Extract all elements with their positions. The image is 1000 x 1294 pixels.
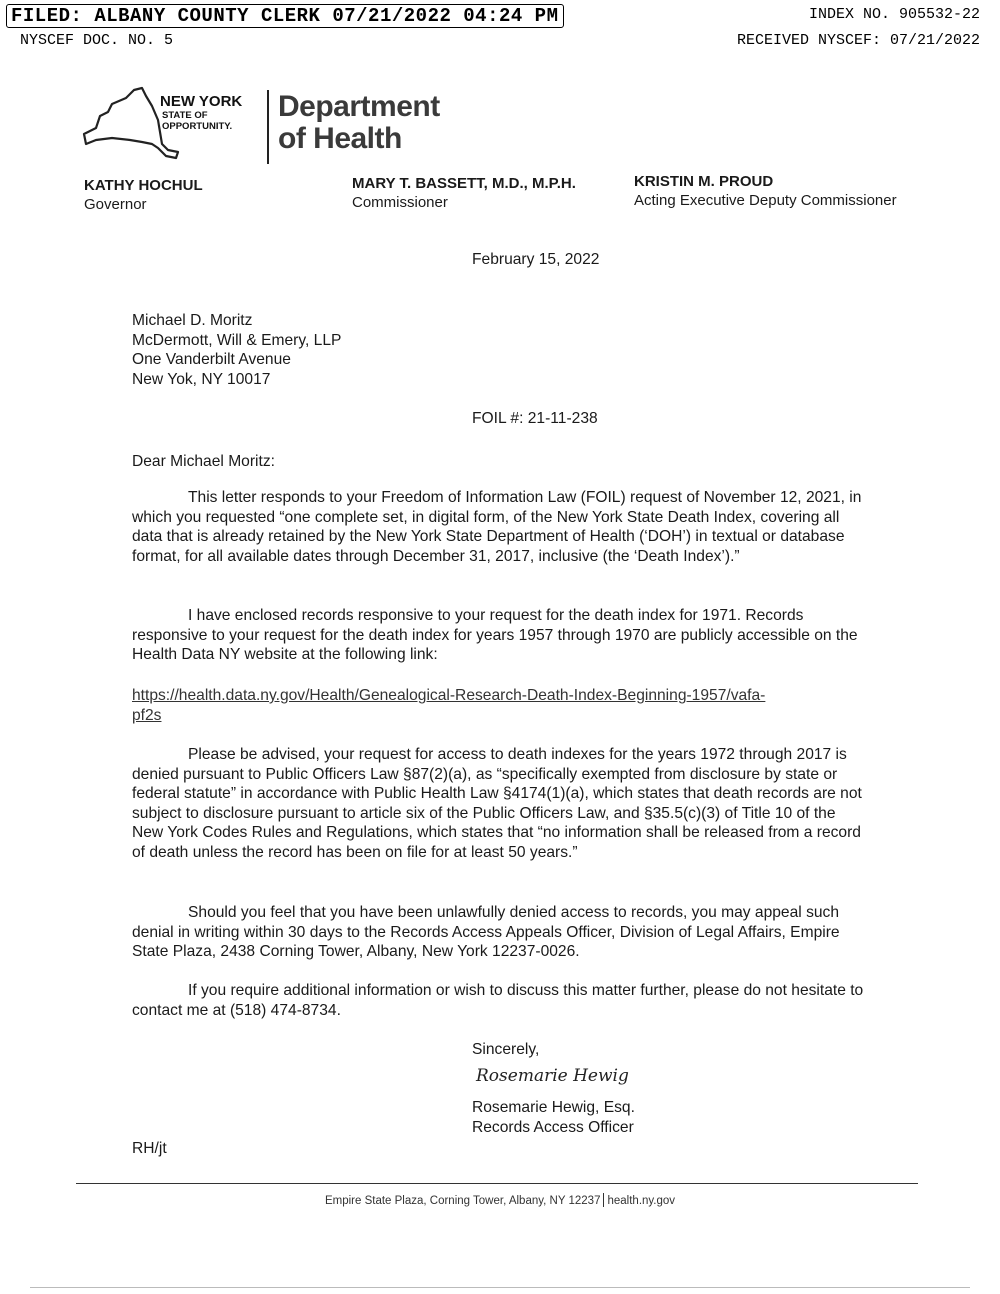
letter-date: February 15, 2022 (472, 251, 600, 268)
official-title: Governor (84, 196, 147, 213)
official-name: MARY T. BASSETT, M.D., M.P.H. (352, 175, 576, 192)
foil-number: FOIL #: 21-11-238 (472, 410, 598, 427)
paragraph: Please be advised, your request for access to death indexes for the years 1972 through 2017 is denied pursuant to Public Officers Law §87(2)(a), as “specifically exempted from disclosure by state or federal statute” in accordance with Public Health Law §4174(1)(a), which states that death records are not subject to disclosure pursuant to article six of the Public Officers Law, and §35.5(c)(3) of Title 10 of the New York Codes Rules and Regulations, which states that “no information shall be released from a record of death unless the record has been on file for at least 50 years.” (132, 746, 862, 861)
paragraph: Should you feel that you have been unlawfully denied access to records, you may appeal such denial in writing within 30 days to the Records Access Appeals Officer, Division of Legal Affairs, Empire State Plaza, 2438 Corning Tower, Albany, New York 12237-0026. (132, 904, 840, 961)
received-date: RECEIVED NYSCEF: 07/21/2022 (736, 32, 980, 49)
recipient-name: Michael D. Moritz (132, 312, 253, 329)
signer-title: Records Access Officer (472, 1119, 634, 1136)
footer-divider (76, 1183, 918, 1184)
official-name: KRISTIN M. PROUD (634, 173, 774, 190)
footer-separator (603, 1193, 604, 1207)
official-governor (84, 176, 203, 214)
official-deputy (634, 172, 897, 210)
official-title: Commissioner (352, 194, 448, 211)
doc-number: NYSCEF DOC. NO. 5 (20, 32, 174, 49)
typist-initials: RH/jt (132, 1140, 167, 1157)
footer-address (0, 1193, 1000, 1207)
closing: Sincerely, (472, 1041, 540, 1058)
link-line[interactable]: https://health.data.ny.gov/Health/Genealogical-Research-Death-Index-Beginning-1957/vafa- (132, 687, 766, 704)
handwritten-signature: Rosemarie Hewig (476, 1066, 629, 1086)
official-name: KATHY HOCHUL (84, 177, 203, 194)
footer-street: Empire State Plaza, Corning Tower, Albany, NY 12237 (324, 1195, 601, 1207)
signer-name: Rosemarie Hewig, Esq. (472, 1099, 635, 1116)
page-edge-line (30, 1287, 970, 1288)
state-name: NEW YORK (160, 93, 243, 110)
opportunity: OPPORTUNITY. (162, 121, 233, 132)
state-of: STATE OF (162, 110, 208, 121)
dept-line2: of Health (278, 122, 402, 155)
dept-line1: Department (278, 90, 440, 123)
official-title: Acting Executive Deputy Commissioner (634, 192, 897, 209)
paragraph: If you require additional information or wish to discuss this matter further, please do not hesitate to contact me at (518) 474-8734. (132, 982, 864, 1019)
recipient-firm: McDermott, Will & Emery, LLP (132, 331, 342, 349)
recipient-street: One Vanderbilt Avenue (132, 351, 291, 369)
official-commissioner (352, 174, 576, 212)
footer-website[interactable]: health.ny.gov (607, 1195, 676, 1207)
nys-doh-logo (82, 86, 462, 168)
index-number: INDEX NO. 905532-22 (808, 6, 980, 23)
filed-stamp: FILED: ALBANY COUNTY CLERK 07/21/2022 04:24 PM (6, 4, 564, 28)
paragraph: I have enclosed records responsive to your request for the death index for 1971. Records responsive to your request for the death index for years 1957 through 1970 are publicly accessible on the Health Data NY website at the following link: (132, 607, 858, 664)
recipient-address (132, 311, 341, 389)
recipient-city: New Yok, NY 10017 (132, 370, 271, 388)
paragraph: This letter responds to your Freedom of Information Law (FOIL) request of November 12, 2021, in which you requested “one complete set, in digital form, of the New York State Death Index, covering all data that is already retained by the New York State Department of Health (‘DOH’) in textual or database format, for all available dates through December 31, 2017, inclusive (the ‘Death Index’).” (132, 489, 862, 565)
death-index-link[interactable] (132, 686, 867, 725)
salutation: Dear Michael Moritz: (132, 453, 275, 470)
link-line[interactable]: pf2s (132, 706, 162, 724)
